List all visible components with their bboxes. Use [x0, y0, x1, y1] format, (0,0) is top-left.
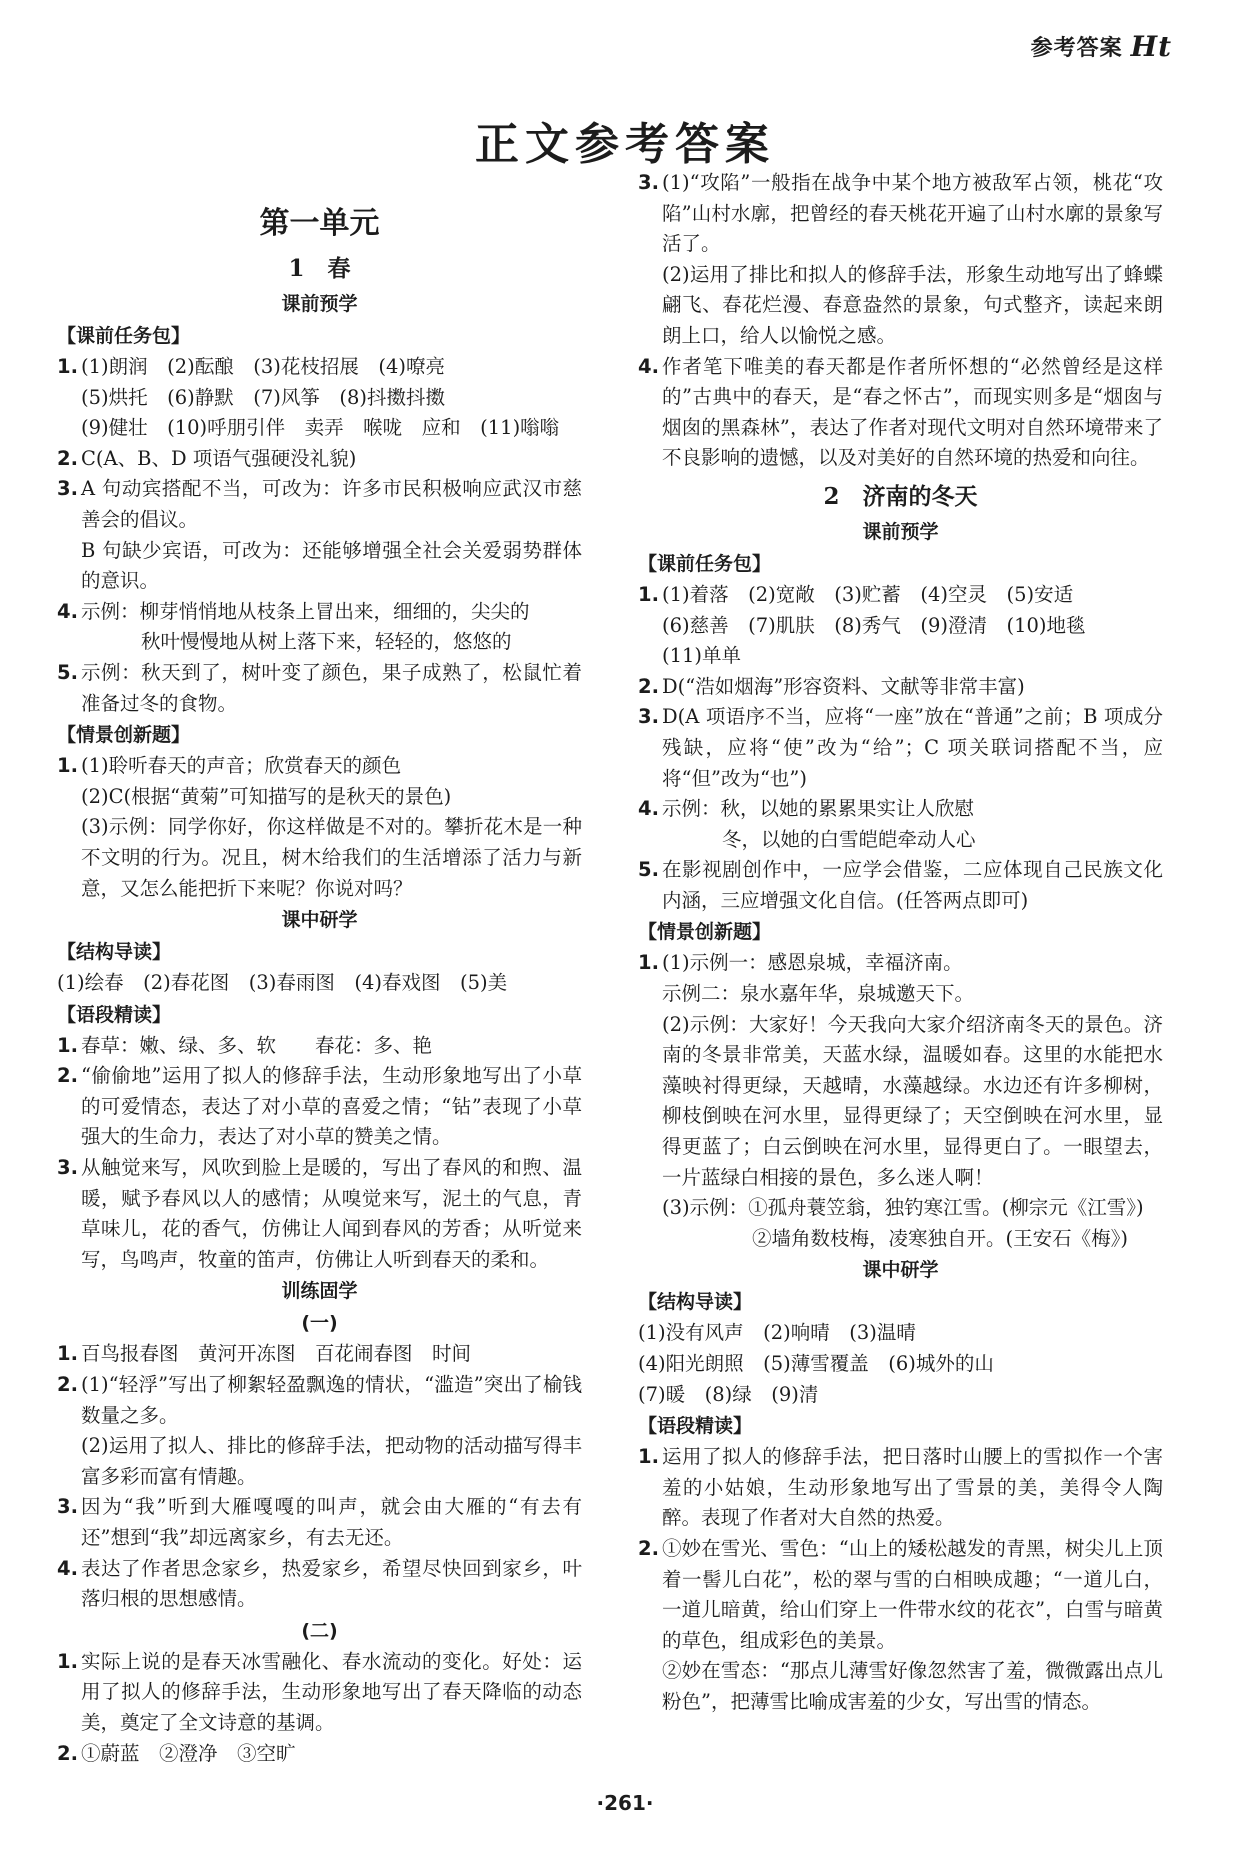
answer-line: (1)朗润 (2)酝酿 (3)花枝招展 (4)嘹亮 — [81, 355, 445, 378]
answer-item: 1. (1)示例一：感恩泉城，幸福济南。 示例二：泉水嘉年华，泉城邀天下。 (2)示例：大家好！今天我向大家介绍济南冬天的景色。济南的冬景非常美，天蓝水绿，温暖如春。这里的水能把水藻映衬得更绿，天越晴，水藻越绿。水边还有许多柳树，柳枝倒映在河水里，显得更绿了；天空倒映在河水里，显得更蓝了；白云倒映在河水里，显得更白了。一眼望去，一片蓝绿白相接的景色，多么迷人啊！ (3)示例：①孤舟蓑笠翁，独钓寒江雪。(柳宗元《江雪》) ②墙角数枝梅，凌寒独自开。(王安石《梅》) — [638, 948, 1163, 1254]
answer-text: 示例：秋天到了，树叶变了颜色，果子成熟了，松鼠忙着准备过冬的食物。 — [81, 660, 582, 715]
answer-text: 表达了作者思念家乡，热爱家乡，希望尽快回到家乡，叶落归根的思想感情。 — [81, 1556, 582, 1611]
answer-item: 4. 表达了作者思念家乡，热爱家乡，希望尽快回到家乡，叶落归根的思想感情。 — [57, 1554, 582, 1615]
subhead: 【情景创新题】 — [57, 724, 191, 747]
section-heading: 课前预学 — [281, 293, 358, 315]
answer-item: 4. 示例：秋，以她的累累果实让人欣慰 冬，以她的白雪皑皑牵动人心 — [638, 794, 1163, 855]
answer-item: 5. 示例：秋天到了，树叶变了颜色，果子成熟了，松鼠忙着准备过冬的食物。 — [57, 658, 582, 719]
answer-text: 春草：嫩、绿、多、软 春花：多、艳 — [81, 1033, 433, 1057]
answer-text: (2)运用了拟人、排比的修辞手法，把动物的活动描写得丰富多彩而富有情趣。 — [81, 1434, 582, 1488]
answer-text: (3)示例：同学你好，你这样做是不对的。攀折花木是一种不文明的行为。况且，树木给我们的生活增添了活力与新意，又怎么能把折下来呢？你说对吗？ — [81, 815, 582, 900]
answer-item: 4. 示例：柳芽悄悄地从枝条上冒出来，细细的，尖尖的 秋叶慢慢地从树上落下来，轻轻的，悠悠的 — [57, 597, 582, 658]
answer-text: (1)“攻陷”一般指在战争中某个地方被敌军占领，桃花“攻陷”山村水廓，把曾经的春天桃花开遍了山村水廓的景象写活了。 — [662, 171, 1163, 256]
answer-item: 2. “偷偷地”运用了拟人的修辞手法，生动形象地写出了小草的可爱情态，表达了对小草的喜爱之情；“钻”表现了小草强大的生命力，表达了对小草的赞美之情。 — [57, 1061, 582, 1153]
section-heading: 课中研学 — [281, 909, 358, 932]
answer-line: (11)单单 — [662, 644, 742, 668]
unit-title: 第一单元 — [259, 206, 380, 241]
subhead: 【情景创新题】 — [638, 921, 772, 944]
answer-line: (1)聆听春天的声音；欣赏春天的颜色 — [81, 754, 402, 778]
answer-line: 示例：柳芽悄悄地从枝条上冒出来，细细的，尖尖的 — [81, 599, 530, 623]
answer-line: (5)烘托 (6)静默 (7)风筝 (8)抖擞抖擞 — [81, 385, 445, 409]
answer-line: (2)C(根据“黄菊”可知描写的是秋天的景色) — [81, 784, 452, 808]
answer-item: 1. (1)着落 (2)宽敞 (3)贮蓄 (4)空灵 (5)安适 (6)慈善 (7)肌肤 (8)秀气 (9)澄清 (10)地毯 (11)单单 — [638, 580, 1163, 672]
answer-item: 5. 在影视剧创作中，一应学会借鉴，二应体现自己民族文化内涵，三应增强文化自信。(任答两点即可) — [638, 855, 1163, 916]
subhead: 【课前任务包】 — [638, 552, 772, 575]
subhead: 【结构导读】 — [638, 1291, 753, 1314]
part-label: (二) — [301, 1619, 338, 1642]
answer-item: 3. A 句动宾搭配不当，可改为：许多市民积极响应武汉市慈善会的倡议。 B 句缺少宾语，可改为：还能够增强全社会关爱弱势群体的意识。 — [57, 474, 582, 596]
answer-text: ①蔚蓝 ②澄净 ③空旷 — [81, 1741, 296, 1765]
answer-item: 1. 运用了拟人的修辞手法，把日落时山腰上的雪拟作一个害羞的小姑娘，生动形象地写出了雪景的美，美得令人陶醉。表现了作者对大自然的热爱。 — [638, 1442, 1163, 1534]
answer-line: ②墙角数枝梅，凌寒独自开。(王安石《梅》) — [752, 1226, 1128, 1250]
answer-item: 3. 因为“我”听到大雁嘎嘎的叫声，就会由大雁的“有去有还”想到“我”却远离家乡，有去无还。 — [57, 1492, 582, 1553]
answer-text: 百鸟报春图 黄河开冻图 百花闹春图 时间 — [81, 1342, 472, 1366]
subhead: 【结构导读】 — [57, 941, 172, 964]
part-label: (一) — [301, 1312, 338, 1335]
answer-text: B 句缺少宾语，可改为：还能够增强全社会关爱弱势群体的意识。 — [81, 538, 582, 593]
header-label: 参考答案 — [1030, 36, 1123, 61]
lesson-title: 2 济南的冬天 — [823, 482, 978, 510]
answer-line: (1)绘春 (2)春花图 (3)春雨图 (4)春戏图 (5)美 — [57, 971, 508, 995]
answer-line: 示例二：泉水嘉年华，泉城邀天下。 — [662, 982, 975, 1006]
answer-text: D(“浩如烟海”形容资料、文献等非常丰富) — [662, 674, 1025, 698]
answer-text: 作者笔下唯美的春天都是作者所怀想的“必然曾经是这样的”古典中的春天，是“春之怀古”，而现实则多是“烟囱与烟囱的黑森林”，表达了作者对现代文明对自然环境带来了不良影响的遗憾，以及对美好的自然环境的热爱和向往。 — [662, 354, 1163, 470]
answer-text: A 句动宾搭配不当，可改为：许多市民积极响应武汉市慈善会的倡议。 — [81, 477, 582, 531]
answer-text: 实际上说的是春天冰雪融化、春水流动的变化。好处：运用了拟人的修辞手法，生动形象地写出了春天降临的动态美，奠定了全文诗意的基调。 — [81, 1649, 582, 1734]
answer-text: C(A、B、D 项语气强硬没礼貌) — [81, 446, 357, 470]
page-number: ·261· — [596, 1791, 654, 1815]
answer-line: (1)没有风声 (2)响晴 (3)温晴 — [638, 1321, 916, 1345]
section-heading: 课中研学 — [862, 1259, 939, 1282]
answer-text: (1)“轻浮”写出了柳絮轻盈飘逸的情状，“滥造”突出了榆钱数量之多。 — [81, 1373, 582, 1427]
answer-item: 1. 百鸟报春图 黄河开冻图 百花闹春图 时间 — [57, 1339, 582, 1370]
answer-item: 2. ①妙在雪光、雪色：“山上的矮松越发的青黑，树尖儿上顶着一髻儿白花”，松的翠与雪的白相映成趣；“一道儿白，一道儿暗黄，给山们穿上一件带水纹的花衣”，白雪与暗黄的草色，组成彩色的美景。 ②妙在雪态：“那点儿薄雪好像忽然害了羞，微微露出点儿粉色”，把薄雪比喻成害羞的少女，写出雪的情态。 — [638, 1534, 1163, 1718]
answer-line: 冬，以她的白雪皑皑牵动人心 — [722, 827, 976, 851]
answer-text: ②妙在雪态：“那点儿薄雪好像忽然害了羞，微微露出点儿粉色”，把薄雪比喻成害羞的少女，写出雪的情态。 — [662, 1659, 1163, 1713]
answer-text: (2)示例：大家好！今天我向大家介绍济南冬天的景色。济南的冬景非常美，天蓝水绿，温暖如春。这里的水能把水藻映衬得更绿，天越晴，水藻越绿。水边还有许多柳树，柳枝倒映在河水里，显得更绿了；天空倒映在河水里，显得更蓝了；白云倒映在河水里，显得更白了。一眼望去，一片蓝绿白相接的景色，多么迷人啊！ — [662, 1012, 1163, 1189]
answer-item: 1. (1)聆听春天的声音；欣赏春天的颜色 (2)C(根据“黄菊”可知描写的是秋天的景色) (3)示例：同学你好，你这样做是不对的。攀折花木是一种不文明的行为。况且，树木给我们的生活增添了活力与新意，又怎么能把折下来呢？你说对吗？ — [57, 751, 582, 904]
answer-text: (2)运用了排比和拟人的修辞手法，形象生动地写出了蜂蝶翩飞、春花烂漫、春意盎然的景象，句式整齐，读起来朗朗上口，给人以愉悦之感。 — [662, 262, 1163, 347]
header-tag — [1031, 30, 1172, 63]
answer-line: (4)阳光朗照 (5)薄雪覆盖 (6)城外的山 — [638, 1352, 994, 1375]
subhead: 【语段精读】 — [57, 1003, 172, 1026]
answer-text: D(A 项语序不当，应将“一座”放在“普通”之前；B 项成分残缺，应将“使”改为“给”；C 项关联词搭配不当，应将“但”改为“也”) — [662, 705, 1163, 790]
answer-line: 秋叶慢慢地从树上落下来，轻轻的，悠悠的 — [141, 630, 512, 654]
answer-text: 在影视剧创作中，一应学会借鉴，二应体现自己民族文化内涵，三应增强文化自信。(任答两点即可) — [662, 858, 1163, 912]
answer-line: (3)示例：①孤舟蓑笠翁，独钓寒江雪。(柳宗元《江雪》) — [662, 1196, 1144, 1220]
brand-logo-icon: Ht — [1130, 30, 1172, 63]
answer-item: 1. 实际上说的是春天冰雪融化、春水流动的变化。好处：运用了拟人的修辞手法，生动形象地写出了春天降临的动态美，奠定了全文诗意的基调。 — [57, 1647, 582, 1739]
answer-text: 因为“我”听到大雁嘎嘎的叫声，就会由大雁的“有去有还”想到“我”却远离家乡，有去无还。 — [81, 1495, 582, 1549]
answer-item: 3. D(A 项语序不当，应将“一座”放在“普通”之前；B 项成分残缺，应将“使”改为“给”；C 项关联词搭配不当，应将“但”改为“也”) — [638, 702, 1163, 794]
answer-line: (1)着落 (2)宽敞 (3)贮蓄 (4)空灵 (5)安适 — [662, 582, 1074, 606]
section-heading: 训练固学 — [281, 1280, 358, 1303]
answer-item: 3. (1)“攻陷”一般指在战争中某个地方被敌军占领，桃花“攻陷”山村水廓，把曾经的春天桃花开遍了山村水廓的景象写活了。 (2)运用了排比和拟人的修辞手法，形象生动地写出了蜂蝶翩飞、春花烂漫、春意盎然的景象，句式整齐，读起来朗朗上口，给人以愉悦之感。 — [638, 168, 1163, 352]
answer-item: 2. C(A、B、D 项语气强硬没礼貌) — [57, 444, 582, 475]
answer-line: (7)暖 (8)绿 (9)清 — [638, 1382, 819, 1406]
answer-item: 3. 从触觉来写，风吹到脸上是暖的，写出了春风的和煦、温暖，赋予春风以人的感情；从嗅觉来写，泥土的气息，青草味儿，花的香气，仿佛让人闻到春风的芳香；从听觉来写，鸟鸣声，牧童的笛声，仿佛让人听到春天的柔和。 — [57, 1153, 582, 1275]
page-title: 正文参考答案 — [475, 119, 775, 170]
left-column — [57, 200, 582, 1769]
answer-text: ①妙在雪光、雪色：“山上的矮松越发的青黑，树尖儿上顶着一髻儿白花”，松的翠与雪的白相映成趣；“一道儿白，一道儿暗黄，给山们穿上一件带水纹的花衣”，白雪与暗黄的草色，组成彩色的美景。 — [662, 1536, 1163, 1652]
answer-item: 2. D(“浩如烟海”形容资料、文献等非常丰富) — [638, 672, 1163, 703]
answer-line: (9)健壮 (10)呼朋引伴 卖弄 喉咙 应和 (11)嗡嗡 — [81, 416, 560, 440]
answer-text: “偷偷地”运用了拟人的修辞手法，生动形象地写出了小草的可爱情态，表达了对小草的喜爱之情；“钻”表现了小草强大的生命力，表达了对小草的赞美之情。 — [81, 1064, 582, 1149]
answer-item: 1. 春草：嫩、绿、多、软 春花：多、艳 — [57, 1031, 582, 1062]
answer-item: 2. ①蔚蓝 ②澄净 ③空旷 — [57, 1739, 582, 1770]
answer-line: 示例：秋，以她的累累果实让人欣慰 — [662, 797, 975, 821]
answer-item: 1. (1)朗润 (2)酝酿 (3)花枝招展 (4)嘹亮 (5)烘托 (6)静默 (7)风筝 (8)抖擞抖擞 (9)健壮 (10)呼朋引伴 卖弄 喉咙 应和 (11)嗡嗡 — [57, 352, 582, 444]
answer-item: 4. 作者笔下唯美的春天都是作者所怀想的“必然曾经是这样的”古典中的春天，是“春之怀古”，而现实则多是“烟囱与烟囱的黑森林”，表达了作者对现代文明对自然环境带来了不良影响的遗憾，以及对美好的自然环境的热爱和向往。 — [638, 352, 1163, 474]
section-heading: 课前预学 — [862, 520, 939, 543]
answer-line: (1)示例一：感恩泉城，幸福济南。 — [662, 951, 963, 975]
lesson-title: 1 春 — [288, 255, 351, 282]
answer-item: 2. (1)“轻浮”写出了柳絮轻盈飘逸的情状，“滥造”突出了榆钱数量之多。 (2)运用了拟人、排比的修辞手法，把动物的活动描写得丰富多彩而富有情趣。 — [57, 1370, 582, 1492]
right-column — [638, 168, 1163, 1718]
answer-text: 从触觉来写，风吹到脸上是暖的，写出了春风的和煦、温暖，赋予春风以人的感情；从嗅觉来写，泥土的气息，青草味儿，花的香气，仿佛让人闻到春风的芳香；从听觉来写，鸟鸣声，牧童的笛声，仿佛让人听到春天的柔和。 — [81, 1156, 582, 1271]
subhead: 【课前任务包】 — [57, 325, 191, 347]
subhead: 【语段精读】 — [638, 1415, 753, 1438]
answer-line: (6)慈善 (7)肌肤 (8)秀气 (9)澄清 (10)地毯 — [662, 613, 1086, 637]
answer-text: 运用了拟人的修辞手法，把日落时山腰上的雪拟作一个害羞的小姑娘，生动形象地写出了雪景的美，美得令人陶醉。表现了作者对大自然的热爱。 — [662, 1445, 1163, 1530]
column-divider — [618, 205, 619, 1780]
